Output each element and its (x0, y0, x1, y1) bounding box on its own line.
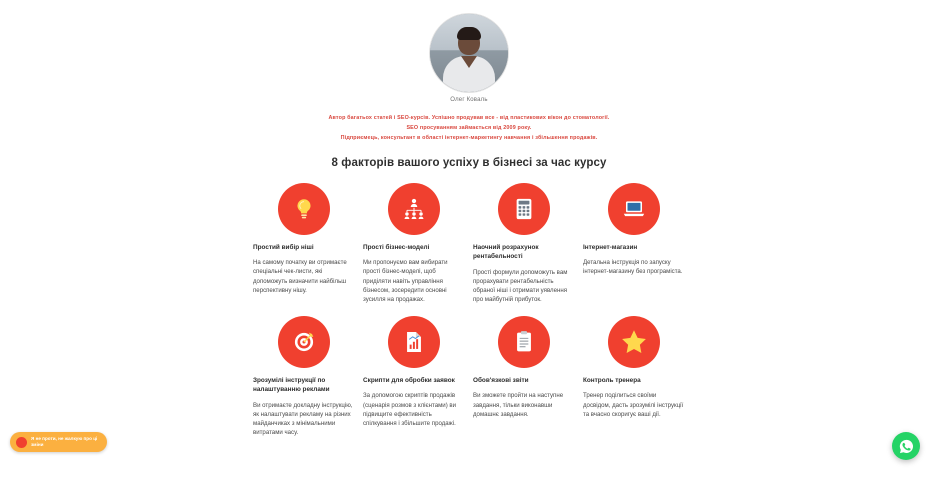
profile-name: Олег Коваль (450, 97, 488, 103)
feature-title: Наочний розрахунок рентабельності (473, 244, 539, 261)
bio-line-3: Підприємець, консультант в області інтернет-маркетингу навчання і збільшення продажів. (340, 135, 598, 141)
feature-title: Зрозумілі інструкції по налаштуванню реклами (253, 377, 330, 394)
calculator-icon (498, 183, 550, 235)
feature-title: Прості бізнес-моделі (363, 244, 430, 251)
feature-title: Інтернет-магазин (583, 244, 638, 251)
consent-text: Я не проти, не жалкую про ці зміни (31, 436, 98, 448)
clipboard-icon (498, 316, 550, 368)
page-title: 8 факторів вашого успіху в бізнесі за час курсу (331, 157, 607, 169)
feature-card (473, 316, 575, 437)
bio-line-1: Автор багатьох статей і SEO-курсів. Успішно продував все - від пластикових вікон до стоматології. (328, 115, 610, 121)
profile-bio (253, 113, 685, 143)
features-grid (253, 183, 685, 437)
avatar-hair (457, 27, 481, 40)
feature-title: Контроль тренера (583, 377, 641, 385)
feature-card (363, 183, 465, 304)
bio-line-2: SEO просуванням займається від 2009 року. (406, 125, 532, 131)
page-content (253, 0, 685, 437)
feature-text: Ми пропонуємо вам вибирати прості бізнес-моделі, щоб приділяти навіть управління бізнесом, зосередити основні зусилля на продажах. (363, 259, 448, 303)
laptop-icon (608, 183, 660, 235)
consent-icon (16, 437, 27, 448)
feature-card (473, 183, 575, 304)
avatar (430, 14, 508, 92)
feature-text: Тренер поділиться своїми досвідом, дасть зрозумілі інструкції та вчасно скоригує ваші дії. (583, 392, 684, 418)
star-icon (608, 316, 660, 368)
feature-text: За допомогою скриптів продажів (сценарія розмов з клієнтами) ви підвищите ефективність спілкування і збільшите продажі. (363, 392, 457, 427)
whatsapp-icon[interactable] (892, 432, 920, 460)
feature-text: Ви зможете пройти на наступне завдання, тільки виконавши домашнє завдання. (473, 392, 564, 418)
document-chart-icon (388, 316, 440, 368)
feature-text: Прості формули допоможуть вам прорахувати рентабельність обраної ніші і отримати уявлення про майбутній прибуток. (473, 268, 568, 303)
people-structure-icon (388, 183, 440, 235)
avatar-wrap (253, 14, 685, 92)
feature-text: Детальна інструкція по запуску інтернет-магазину без програміста. (583, 259, 683, 276)
feature-card (583, 183, 685, 304)
target-arrow-icon (278, 316, 330, 368)
feature-card (253, 183, 355, 304)
feature-text: На самому початку ви отримаєте спеціальні чек-листи, які допоможуть визначити найбільш перспективну нішу. (253, 259, 347, 294)
feature-card (253, 316, 355, 437)
feature-title: Обов'язкові звіти (473, 377, 529, 385)
feature-card (583, 316, 685, 437)
feature-card (363, 316, 465, 437)
feature-title: Простий вибір ніші (253, 244, 314, 251)
cookie-consent-banner[interactable] (10, 432, 107, 452)
feature-title: Скрипти для обробки заявок (363, 377, 455, 385)
lightbulb-icon (278, 183, 330, 235)
feature-text: Ви отримаєте докладну інструкцію, як налаштувати рекламу на різних майданчиках з мінімальними витратами часу. (253, 401, 353, 437)
